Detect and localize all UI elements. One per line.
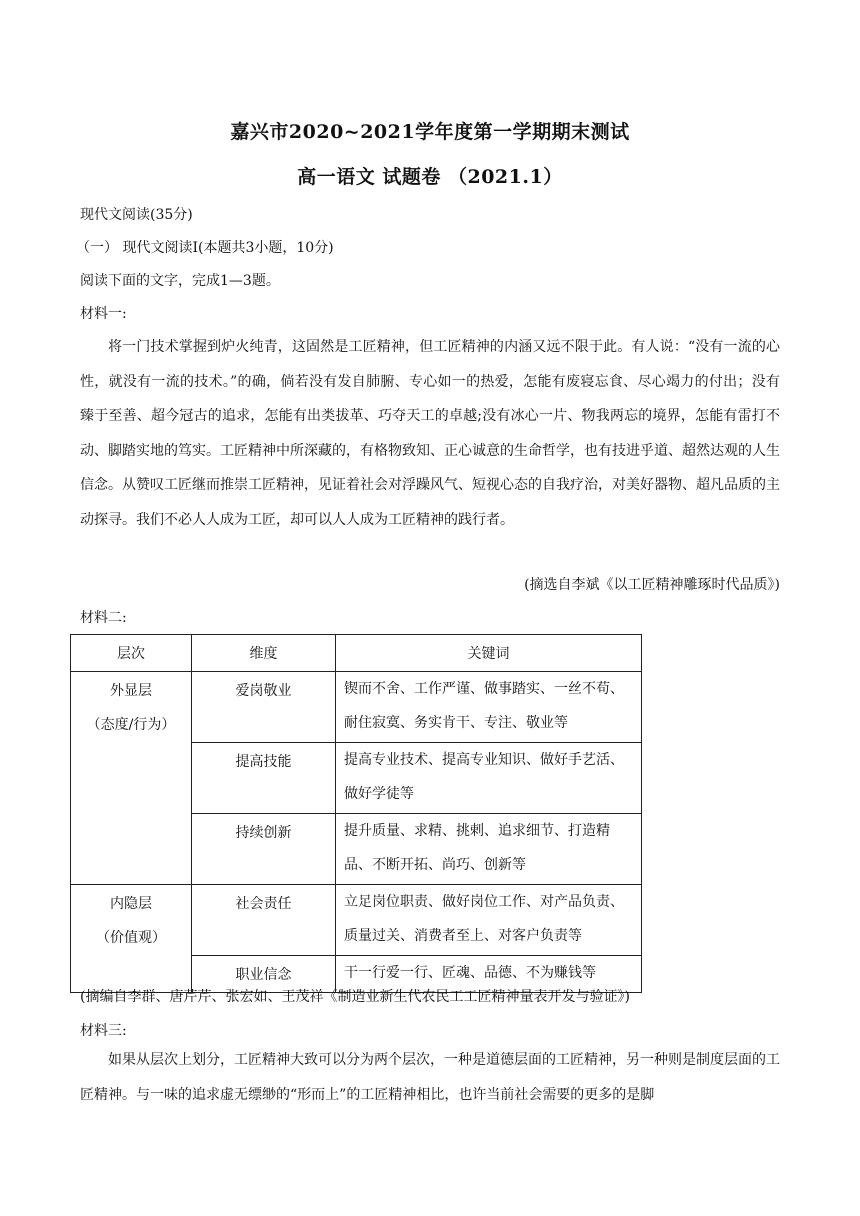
material1-source: (摘选自李斌《以工匠精神雕琢时代品质》)	[524, 577, 780, 593]
level-cell	[71, 672, 192, 885]
craftsman-spirit-table	[70, 634, 642, 993]
exam-subtitle: 高一语文 试题卷 （2021.1）	[297, 166, 563, 188]
section-heading: 现代文阅读(35分)	[80, 207, 193, 223]
dimension-cell: 社会责任	[192, 885, 336, 956]
dimension-cell: 爱岗敬业	[192, 672, 336, 743]
dimension-cell: 持续创新	[192, 814, 336, 885]
dimension-cell: 职业信念	[192, 956, 336, 993]
level-name: 内隐层	[110, 896, 152, 912]
material3-label: 材料三:	[80, 1023, 127, 1039]
level-cell	[71, 885, 192, 993]
dimension-cell: 提高技能	[192, 743, 336, 814]
keywords-cell: 提升质量、求精、挑剌、追求细节、打造精品、不断开拓、尚巧、创新等	[336, 814, 642, 885]
header-keywords: 关键词	[336, 635, 642, 672]
part-heading: （一） 现代文阅读Ⅰ(本题共3小题，10分)	[76, 240, 334, 256]
table-row	[71, 672, 642, 743]
header-level: 层次	[71, 635, 192, 672]
level-note: （态度/行为）	[86, 717, 176, 733]
keywords-cell: 干一行爱一行、匠魂、品德、不为赚钱等	[336, 956, 642, 993]
level-name: 外显层	[110, 683, 152, 699]
level-note: （价值观）	[96, 930, 166, 946]
material1-label: 材料一:	[80, 306, 127, 322]
instruction: 阅读下面的文字，完成1—3题。	[80, 273, 280, 289]
exam-title: 嘉兴市2020~2021学年度第一学期期末测试	[230, 121, 630, 143]
material2-label: 材料二:	[80, 610, 127, 626]
keywords-cell: 立足岗位职责、做好岗位工作、对产品负责、质量过关、消费者至上、对客户负责等	[336, 885, 642, 956]
material3-text: 如果从层次上划分，工匠精神大致可以分为两个层次，一种是道德层面的工匠精神，另一种则是制度层面的工匠精神。与一味的追求虚无缥缈的“形而上”的工匠精神相比，也许当前社会需要的更多的是脚	[80, 1052, 780, 1103]
keywords-cell: 锲而不舍、工作严谨、做事踏实、一丝不苟、耐住寂寞、务实肯干、专注、敬业等	[336, 672, 642, 743]
material2-source: (摘编自李群、唐芹芹、张宏如、王茂祥《制造业新生代农民工工匠精神量表开发与验证》)	[80, 989, 630, 1005]
table-row	[71, 885, 642, 956]
table-header-row	[71, 635, 642, 672]
material1-text: 将一门技术掌握到炉火纯青，这固然是工匠精神，但工匠精神的内涵又远不限于此。有人说：“没有一流的心性，就没有一流的技术。”的确，倘若没有发自肺腑、专心如一的热爱，怎能有废寝忘食、尽心竭力的付出；没有臻于至善、超今冠古的追求，怎能有出类拔革、巧夺天工的卓越;没有冰心一片、物我两忘的境界，怎能有雷打不动、脚踏实地的笃实。工匠精神中所深藏的，有格物致知、正心诚意的生命哲学，也有技进乎道、超然达观的人生信念。从赞叹工匠继而推崇工匠精神，见证着社会对浮躁风气、短视心态的自我疗治，对美好器物、超凡品质的主动探寻。我们不必人人成为工匠，却可以人人成为工匠精神的践行者。	[80, 339, 780, 528]
header-dimension: 维度	[192, 635, 336, 672]
keywords-cell: 提高专业技术、提高专业知识、做好手艺活、做好学徒等	[336, 743, 642, 814]
